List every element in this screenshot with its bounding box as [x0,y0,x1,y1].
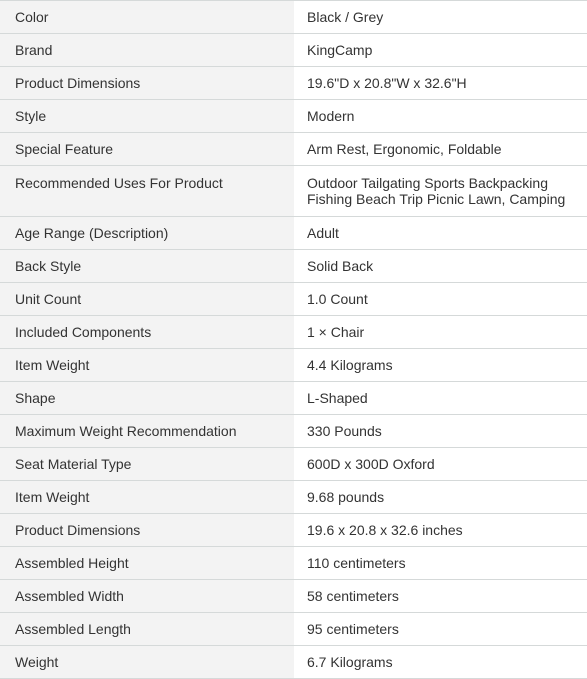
spec-label: Special Feature [0,133,294,166]
spec-label: Back Style [0,250,294,283]
spec-row-special-feature [0,133,587,166]
spec-label: Age Range (Description) [0,217,294,250]
spec-label: Shape [0,382,294,415]
spec-label: Unit Count [0,283,294,316]
spec-value: 1 × Chair [294,316,587,349]
spec-value: Solid Back [294,250,587,283]
spec-value: Adult [294,217,587,250]
spec-row-item-weight [0,349,587,382]
spec-value: 6.7 Kilograms [294,646,587,679]
product-specs-body [0,1,587,679]
spec-value: KingCamp [294,34,587,67]
spec-row-included-components [0,316,587,349]
spec-row-max-weight [0,415,587,448]
spec-row-age-range [0,217,587,250]
spec-label: Color [0,1,294,34]
spec-label: Assembled Height [0,547,294,580]
spec-value: 19.6"D x 20.8"W x 32.6"H [294,67,587,100]
spec-value: Arm Rest, Ergonomic, Foldable [294,133,587,166]
spec-value: Black / Grey [294,1,587,34]
spec-label: Item Weight [0,349,294,382]
spec-value: Modern [294,100,587,133]
spec-value: 19.6 x 20.8 x 32.6 inches [294,514,587,547]
spec-label: Maximum Weight Recommendation [0,415,294,448]
spec-value: 330 Pounds [294,415,587,448]
spec-value: 9.68 pounds [294,481,587,514]
spec-row-color [0,1,587,34]
spec-label: Product Dimensions [0,67,294,100]
spec-row-assembled-width [0,580,587,613]
spec-row-assembled-height [0,547,587,580]
spec-label: Product Dimensions [0,514,294,547]
spec-value: L-Shaped [294,382,587,415]
spec-value: 4.4 Kilograms [294,349,587,382]
spec-row-brand [0,34,587,67]
spec-value: Outdoor Tailgating Sports Backpacking Fishing Beach Trip Picnic Lawn, Camping [294,166,587,217]
spec-value: 95 centimeters [294,613,587,646]
spec-label: Item Weight [0,481,294,514]
spec-label: Weight [0,646,294,679]
spec-label: Style [0,100,294,133]
spec-label: Recommended Uses For Product [0,166,294,217]
spec-label: Included Components [0,316,294,349]
spec-value: 58 centimeters [294,580,587,613]
spec-row-product-dimensions [0,67,587,100]
spec-row-unit-count [0,283,587,316]
spec-value: 1.0 Count [294,283,587,316]
spec-value: 600D x 300D Oxford [294,448,587,481]
spec-row-recommended-uses [0,166,587,217]
spec-row-product-dimensions-2 [0,514,587,547]
spec-row-item-weight-2 [0,481,587,514]
spec-label: Assembled Length [0,613,294,646]
spec-row-shape [0,382,587,415]
spec-label: Seat Material Type [0,448,294,481]
spec-row-seat-material [0,448,587,481]
spec-value: 110 centimeters [294,547,587,580]
spec-row-back-style [0,250,587,283]
spec-row-assembled-length [0,613,587,646]
spec-label: Brand [0,34,294,67]
spec-row-style [0,100,587,133]
spec-label: Assembled Width [0,580,294,613]
